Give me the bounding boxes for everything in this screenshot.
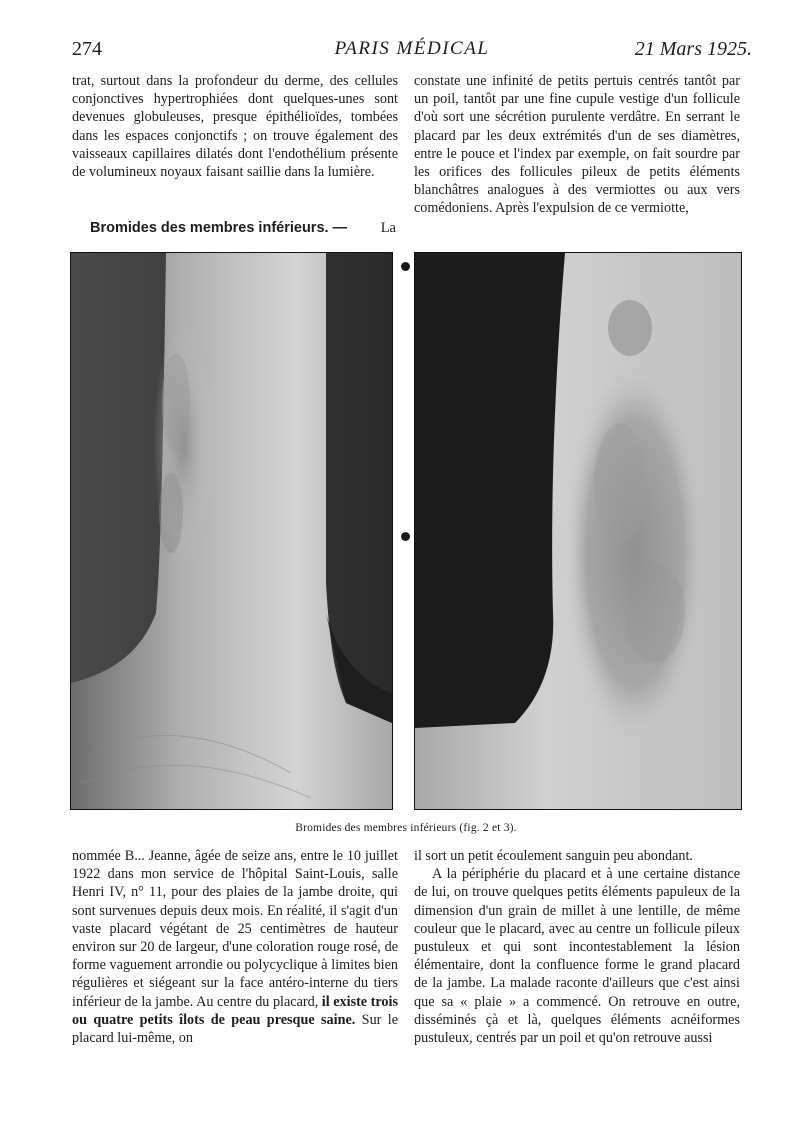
bottom-left-text-part2: Sur le placard lui-même, on [72, 1011, 398, 1047]
top-left-paragraph: trat, surtout dans la profondeur du derme, des cellules conjonctives hypertrophiées dont quelques-unes sont devenues globuleuses, presque épithélioïdes, tombées dans les espaces conjonctifs ; on trouve également des vaisseaux capillaires dilatés dont l'endothélium présente de volumineux noyaux faisant saillie dans la lumière. [72, 73, 398, 181]
bottom-right-paragraph-2: A la périphérie du placard et à une certaine distance de lui, on trouve quelques petits éléments papuleux de la dimension d'un grain de millet à une lentille, de même couleur que le placard, avec au centre un follicule pileux pustuleux et qui sont incontestablement la lésion élémentaire, dont la confluence forme le grand placard de la jambe. La malade raconte d'ailleurs que c'est ainsi que sa « plaie » a commencé. On retrouve en outre, disséminés çà et là, quelques éléments acnéiformes pustuleux, centrés par un poil et qu'on retrouve aussi [414, 866, 740, 1047]
bottom-left-text-bold: il existe trois ou quatre petits îlots de peau presque saine. [72, 993, 398, 1028]
bottom-left-column [72, 847, 398, 1047]
top-right-paragraph: constate une infinité de petits pertuis centrés tantôt par un poil, tantôt par une fine cupule vestige d'un follicule d'où sort une sécrétion purulente verdâtre. En serrant le placard par les deux extrémités d'un de ses diamètres, entre le pouce et l'index par exemple, on fait sourdre par les orifices des follicules pileux de petits éléments blanchâtres analogues à des vermiottes ou aux vers comédoniens. Après l'expulsion de ce vermiotte, [414, 73, 740, 217]
bottom-right-paragraph-1: il sort un petit écoulement sanguin peu abondant. [414, 848, 693, 864]
page-header [72, 38, 752, 66]
top-left-column [72, 72, 398, 181]
leg-photo-right-image [415, 253, 741, 809]
section-heading [90, 220, 396, 237]
top-right-column [414, 72, 740, 218]
leg-photo-left-image [71, 253, 392, 809]
figure-caption: Bromides des membres inférieurs (fig. 2 et 3). [295, 822, 517, 834]
bottom-left-text-part1: nommée B... Jeanne, âgée de seize ans, entre le 10 juillet 1922 dans mon service de l'hôpital Saint-Louis, salle Henri IV, n° 11, pour des plaies de la jambe droite, qui sont survenues depuis deux mois. En réalité, il s'agit d'un vaste placard végétant de 25 centimètres de hauteur environ sur 20 de largeur, d'une coloration rouge rosé, de forme vaguement arrondie ou polycyclique à limites bien régulières et siégeant sur la face antéro-interne du tiers inférieur de la jambe. Au centre du placard, [72, 848, 398, 1010]
page-number: 274 [72, 38, 102, 60]
binding-rivet-middle [401, 532, 410, 541]
figure-photo-left [70, 252, 393, 810]
section-heading-tail: La [380, 220, 396, 236]
bottom-right-column [414, 847, 740, 1047]
journal-title: PARIS MÉDICAL [334, 38, 490, 59]
binding-rivet-top [401, 262, 410, 271]
figure-photo-right [414, 252, 742, 810]
section-heading-title: Bromides des membres inférieurs. — [90, 220, 348, 236]
bottom-left-paragraph [72, 847, 398, 1047]
issue-date: 21 Mars 1925. [634, 38, 752, 60]
